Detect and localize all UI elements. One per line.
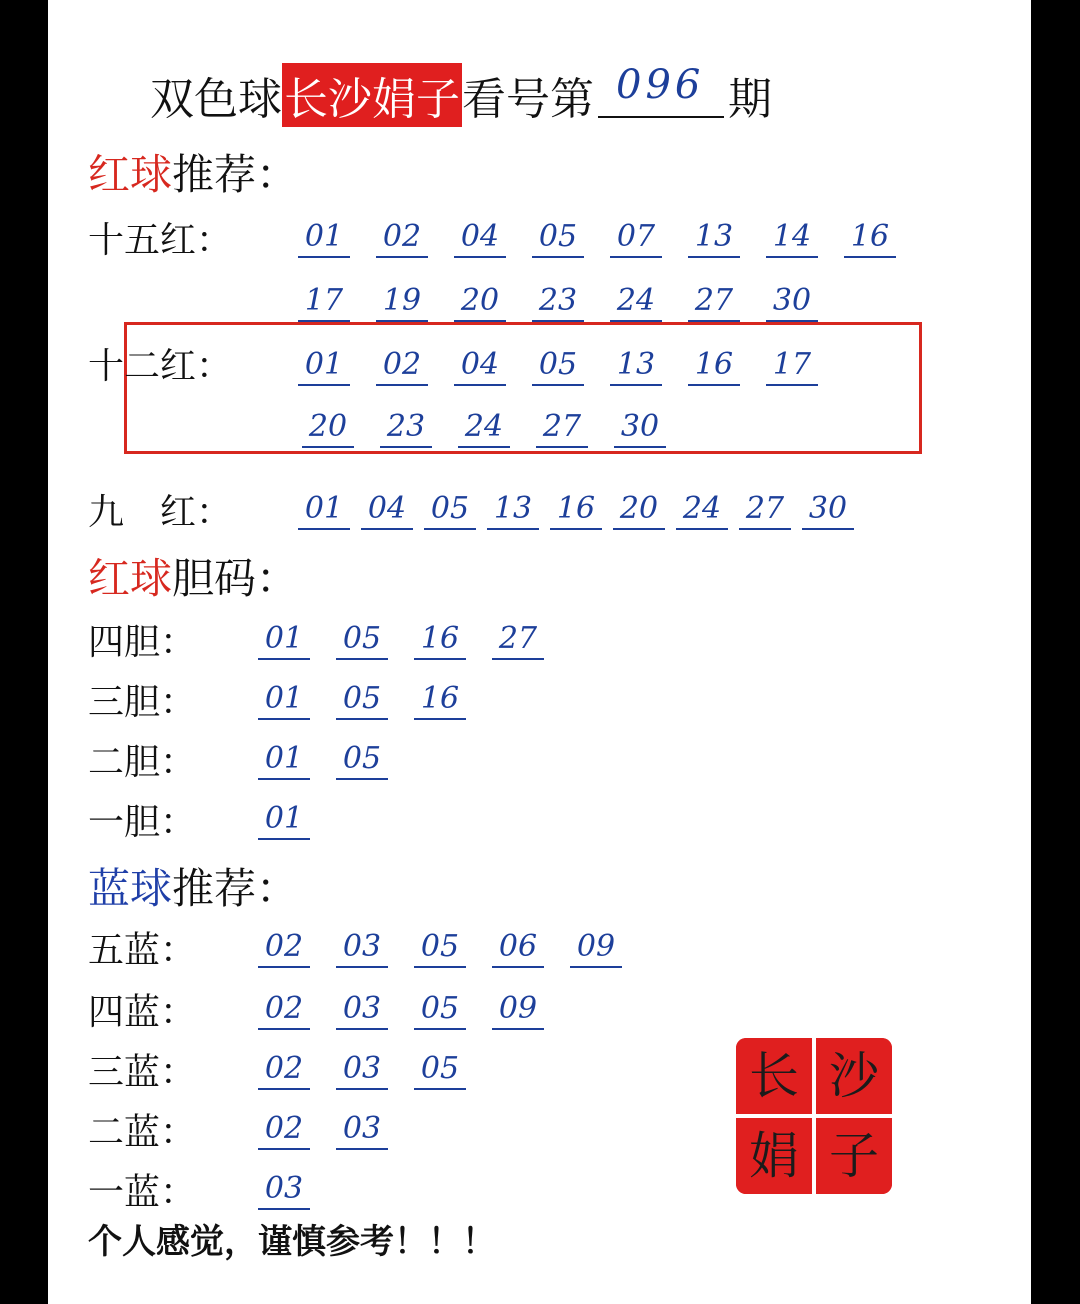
number-value: 01 bbox=[258, 620, 310, 660]
number-value: 20 bbox=[613, 490, 665, 530]
number-value: 01 bbox=[298, 346, 350, 386]
number-value: 03 bbox=[336, 990, 388, 1030]
title-highlight: 长沙娟子 bbox=[282, 63, 462, 127]
number-value: 03 bbox=[258, 1170, 310, 1210]
blue4-label: 四蓝： bbox=[88, 992, 197, 1033]
title-middle: 看号第 bbox=[462, 74, 594, 125]
number-value: 01 bbox=[258, 680, 310, 720]
number-value: 09 bbox=[492, 990, 544, 1030]
blue2-label: 二蓝： bbox=[88, 1112, 197, 1153]
number-value: 05 bbox=[336, 740, 388, 780]
number-value: 03 bbox=[336, 1110, 388, 1150]
number-value: 02 bbox=[258, 990, 310, 1030]
number-value: 16 bbox=[550, 490, 602, 530]
number-value: 05 bbox=[336, 620, 388, 660]
number-value: 30 bbox=[802, 490, 854, 530]
number-value: 16 bbox=[414, 620, 466, 660]
number-value: 07 bbox=[610, 218, 662, 258]
page-title bbox=[150, 60, 772, 130]
number-value: 06 bbox=[492, 928, 544, 968]
number-value: 05 bbox=[414, 990, 466, 1030]
seal-char: 娟 bbox=[736, 1118, 812, 1194]
number-value: 02 bbox=[376, 346, 428, 386]
red-heading-rest: 推荐： bbox=[172, 150, 299, 199]
number-value: 02 bbox=[258, 1110, 310, 1150]
blue1-label: 一蓝： bbox=[88, 1172, 197, 1213]
number-value: 13 bbox=[487, 490, 539, 530]
number-value: 24 bbox=[458, 408, 510, 448]
number-value: 30 bbox=[614, 408, 666, 448]
number-value: 02 bbox=[376, 218, 428, 258]
red-recommend-heading bbox=[88, 142, 298, 202]
number-value: 30 bbox=[766, 282, 818, 322]
issue-blank bbox=[598, 62, 724, 118]
blue-heading-colored: 蓝球 bbox=[88, 864, 173, 913]
nine-red-label: 九 红： bbox=[88, 492, 233, 533]
blue3-label: 三蓝： bbox=[88, 1052, 197, 1093]
number-value: 02 bbox=[258, 928, 310, 968]
number-value: 27 bbox=[739, 490, 791, 530]
number-value: 05 bbox=[532, 346, 584, 386]
seal-divider bbox=[736, 1114, 892, 1118]
number-value: 17 bbox=[766, 346, 818, 386]
number-value: 05 bbox=[532, 218, 584, 258]
number-value: 16 bbox=[844, 218, 896, 258]
number-value: 23 bbox=[532, 282, 584, 322]
dan4-label: 四胆： bbox=[88, 622, 197, 663]
number-value: 16 bbox=[414, 680, 466, 720]
blue-recommend-heading bbox=[88, 856, 298, 916]
seal-char: 子 bbox=[816, 1118, 892, 1194]
red-dan-heading-rest: 胆码： bbox=[172, 554, 299, 603]
blue-heading-rest: 推荐： bbox=[172, 864, 299, 913]
number-value: 14 bbox=[766, 218, 818, 258]
number-value: 16 bbox=[688, 346, 740, 386]
issue-number: 096 bbox=[616, 62, 705, 108]
fifteen-red-label: 十五红： bbox=[88, 220, 233, 261]
red-heading-colored: 红球 bbox=[88, 150, 173, 199]
number-value: 27 bbox=[492, 620, 544, 660]
title-prefix: 双色球 bbox=[150, 74, 282, 125]
number-value: 03 bbox=[336, 928, 388, 968]
twelve-red-label: 十二红： bbox=[88, 346, 233, 387]
number-value: 13 bbox=[610, 346, 662, 386]
number-value: 05 bbox=[414, 928, 466, 968]
number-value: 05 bbox=[414, 1050, 466, 1090]
number-value: 27 bbox=[536, 408, 588, 448]
number-value: 17 bbox=[298, 282, 350, 322]
number-value: 03 bbox=[336, 1050, 388, 1090]
blue5-label: 五蓝： bbox=[88, 930, 197, 971]
number-value: 05 bbox=[424, 490, 476, 530]
seal-stamp bbox=[736, 1038, 892, 1194]
number-value: 19 bbox=[376, 282, 428, 322]
number-value: 04 bbox=[361, 490, 413, 530]
dan3-label: 三胆： bbox=[88, 682, 197, 723]
number-value: 01 bbox=[298, 490, 350, 530]
number-value: 24 bbox=[676, 490, 728, 530]
number-value: 13 bbox=[688, 218, 740, 258]
number-value: 09 bbox=[570, 928, 622, 968]
number-value: 01 bbox=[258, 740, 310, 780]
number-value: 24 bbox=[610, 282, 662, 322]
disclaimer: 个人感觉，谨慎参考！！！ bbox=[88, 1222, 496, 1262]
seal-char: 沙 bbox=[816, 1038, 892, 1114]
number-value: 01 bbox=[298, 218, 350, 258]
number-value: 02 bbox=[258, 1050, 310, 1090]
red-dan-heading bbox=[88, 546, 298, 606]
dan2-label: 二胆： bbox=[88, 742, 197, 783]
number-value: 20 bbox=[454, 282, 506, 322]
number-value: 04 bbox=[454, 346, 506, 386]
dan1-label: 一胆： bbox=[88, 802, 197, 843]
twelve-red-box bbox=[124, 322, 922, 454]
seal-char: 长 bbox=[736, 1038, 812, 1114]
title-suffix: 期 bbox=[728, 74, 772, 125]
number-value: 04 bbox=[454, 218, 506, 258]
number-value: 27 bbox=[688, 282, 740, 322]
number-value: 20 bbox=[302, 408, 354, 448]
number-value: 05 bbox=[336, 680, 388, 720]
red-dan-heading-colored: 红球 bbox=[88, 554, 173, 603]
number-value: 23 bbox=[380, 408, 432, 448]
number-value: 01 bbox=[258, 800, 310, 840]
